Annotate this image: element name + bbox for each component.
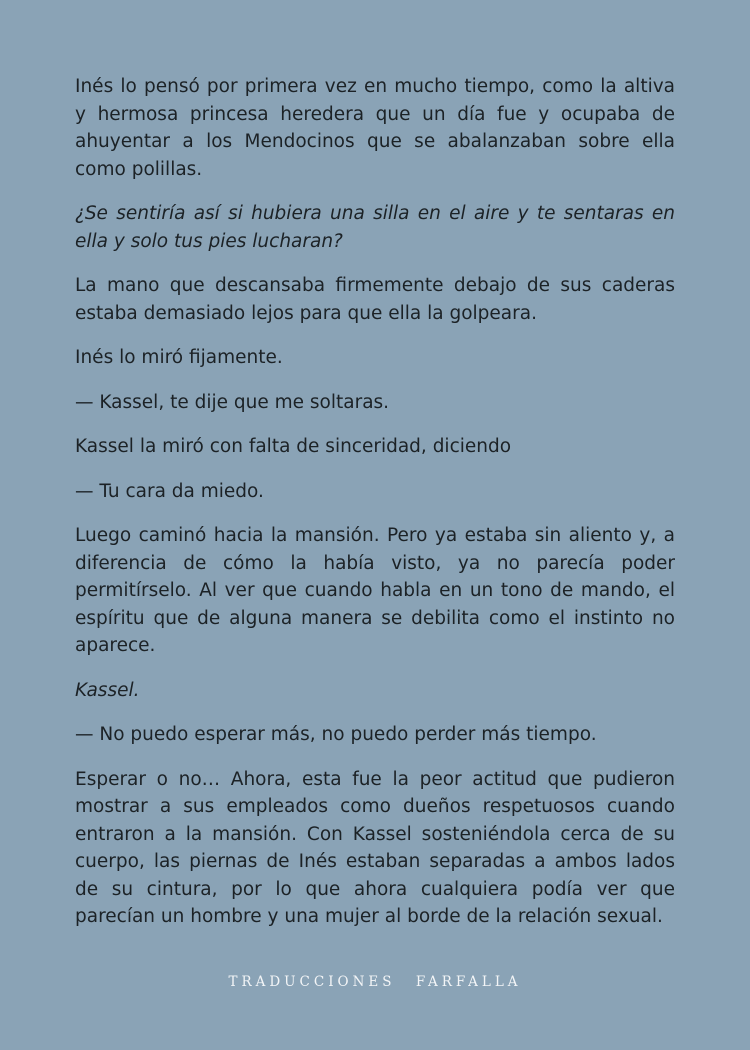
paragraph-5-dialogue: — Kassel, te dije que me soltaras.: [75, 391, 390, 413]
paragraph-4: Inés lo miró fijamente.: [75, 347, 283, 368]
translator-footer: TRADUCCIONES FARFALLA: [228, 974, 522, 990]
paragraph-10-dialogue: — No puedo esperar más, no puedo perder más tiempo.: [75, 724, 597, 745]
paragraph-7-dialogue: — Tu cara da miedo.: [75, 480, 264, 502]
paragraph-2-thought: ¿Se sentiría así si hubiera una silla en el aire y te sentaras en ella y solo tus pies lucharan?: [75, 203, 675, 252]
paragraph-11: Esperar o no… Ahora, esta fue la peor actitud que pudieron mostrar a sus empleados como dueños respetuosos cuando entraron a la mansión. Con Kassel sosteniéndola cerca de su cuerpo, las piernas de Inés estaban separadas a ambos lados de su cintura, por lo que ahora cualquiera podía ver que parecían un hombre y una mujer al borde de la relación sexual.: [75, 768, 675, 927]
document-page: [75, 73, 675, 948]
paragraph-1: Inés lo pensó por primera vez en mucho tiempo, como la altiva y hermosa princesa heredera que un día fue y ocupaba de ahuyentar a los Mendocinos que se abalanzaban sobre ella como polillas.: [75, 76, 675, 180]
paragraph-3: La mano que descansaba firmemente debajo de sus caderas estaba demasiado lejos para que ella la golpeara.: [75, 275, 675, 324]
paragraph-6: Kassel la miró con falta de sinceridad, diciendo: [75, 436, 512, 457]
paragraph-9-thought: Kassel.: [75, 679, 140, 701]
paragraph-8: Luego caminó hacia la mansión. Pero ya estaba sin aliento y, a diferencia de cómo la había visto, ya no parecía poder permitírselo. Al ver que cuando habla en un tono de mando, el espíritu que de alguna manera se debilita como el instinto no aparece.: [75, 525, 675, 656]
